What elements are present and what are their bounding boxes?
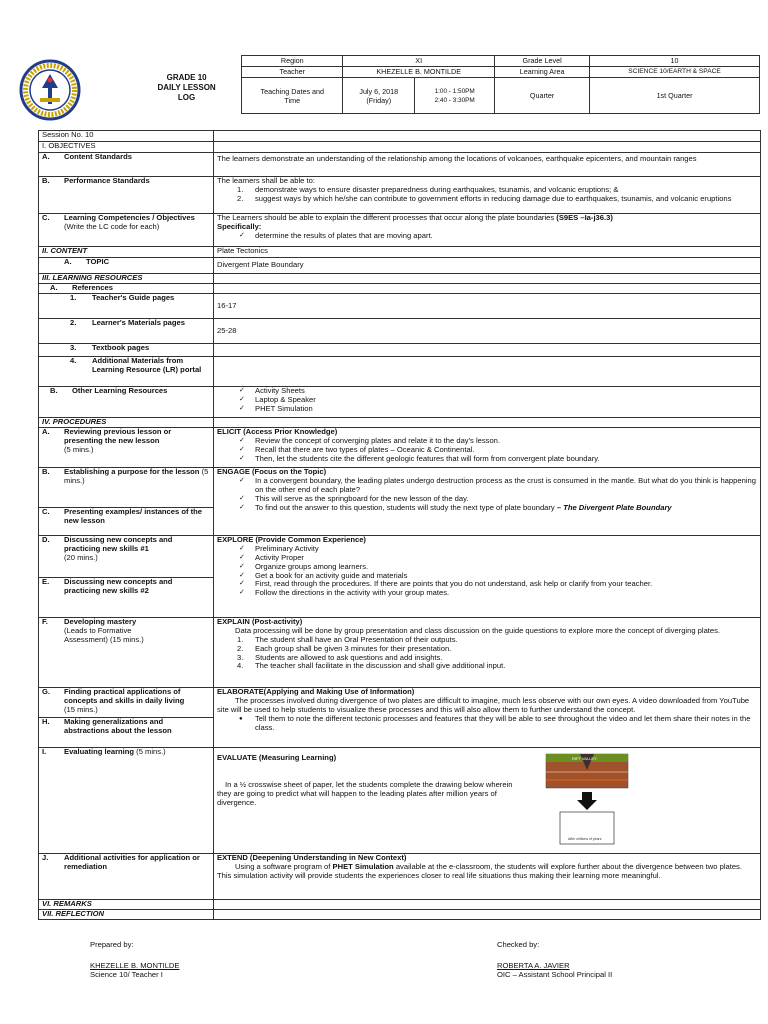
prepared-by-label: Prepared by: xyxy=(90,940,134,949)
learners-materials-num: 2. xyxy=(70,318,77,327)
quarter-value: 1st Quarter xyxy=(590,78,760,114)
lr-portal-num: 4. xyxy=(70,356,77,365)
performance-standards-num: B. xyxy=(42,176,50,185)
prepared-by-title: Science 10/ Teacher I xyxy=(90,970,163,979)
objectives-heading: I. OBJECTIVES xyxy=(39,142,214,153)
elicit-title: ELICIT (Access Prior Knowledge) xyxy=(217,427,338,436)
competencies-item-1: ✓ determine the results of plates that are moving apart. xyxy=(217,232,757,241)
topic-label: TOPIC xyxy=(86,257,110,266)
date-value: July 6, 2018 xyxy=(359,86,399,96)
dates-label: Teaching Dates and xyxy=(260,86,325,96)
mastery-sub-1: (Leads to Formative xyxy=(64,625,132,635)
content-standards-text: The learners demonstrate an understanding of the relationship among the locations of volcanoes, earthquake epicenters, and mountain ranges xyxy=(214,153,761,177)
teacher-value: KHEZELLE B. MONTILDE xyxy=(343,67,495,78)
region-value: XI xyxy=(343,56,495,67)
competencies-label: Learning Competencies / Objectives xyxy=(64,213,195,222)
competencies-specifically: Specifically: xyxy=(217,221,262,231)
dates-label-2: Time xyxy=(284,95,301,105)
reflection-heading: VII. REFLECTION xyxy=(39,909,214,919)
extend-title: EXTEND (Deepening Understanding in New Context) xyxy=(217,853,407,862)
diagram-box-caption: After millions of years xyxy=(568,836,602,841)
discussing-2-label: Discussing new concepts and practicing new skills #2 xyxy=(64,577,173,595)
explore-item-1: ✓ Preliminary Activity xyxy=(217,545,757,554)
explore-title: EXPLORE (Provide Common Experience) xyxy=(217,535,366,544)
explain-item-4: The teacher shall facilitate in the discussion and shall give additional input. xyxy=(255,661,506,671)
explore-item-4: ✓ Get a book for an activity guide and materials xyxy=(217,572,757,581)
elaborate-text: The processes involved during divergence of two plates are difficult to imagine, much less observe with our own eyes. A video downloaded from YouTube site will be used to help students to visualize these processes and this will also allow them to further understand the concept. xyxy=(217,695,750,714)
learners-materials-pages: 25-28 xyxy=(214,319,761,344)
teachers-guide-pages: 16-17 xyxy=(214,294,761,319)
procedures-heading: IV. PROCEDURES xyxy=(39,418,214,428)
presenting-label: Presenting examples/ instances of the new lesson xyxy=(64,507,203,525)
grade-title: GRADE 10 xyxy=(166,72,207,82)
content-standards-label: Content Standards xyxy=(64,152,132,161)
competencies-num: C. xyxy=(42,213,50,222)
evaluate-title: EVALUATE (Measuring Learning) xyxy=(217,752,337,762)
purpose-time: (5 mins.) xyxy=(64,467,209,485)
practical-time: (15 mins.) xyxy=(64,704,98,714)
topic-num: A. xyxy=(64,257,72,266)
extend-text-b: PHET Simulation xyxy=(332,861,394,871)
generalizations-num: H. xyxy=(42,717,50,726)
engage-item-3-emphasis: – The Divergent Plate Boundary xyxy=(556,502,672,512)
elicit-item-2: ✓ Recall that there are two types of plates – Oceanic & Continental. xyxy=(217,446,757,455)
evaluate-text: In a ½ crosswise sheet of paper, let the students complete the drawing below wherein they are going to predict what will happen to the leading plates after million years of divergence. xyxy=(217,779,513,807)
purpose-num: B. xyxy=(42,467,50,476)
rift-valley-diagram xyxy=(542,752,632,848)
teachers-guide-label: Teacher's Guide pages xyxy=(92,293,175,302)
header-table xyxy=(14,55,760,114)
performance-standards-label: Performance Standards xyxy=(64,176,150,185)
evaluating-label: Evaluating learning xyxy=(64,747,135,756)
content-heading: II. CONTENT xyxy=(39,247,214,258)
content-value: Plate Tectonics xyxy=(214,247,761,258)
learning-area-value: SCIENCE 10/EARTH & SPACE xyxy=(590,67,760,78)
teachers-guide-num: 1. xyxy=(70,293,77,302)
region-label: Region xyxy=(242,56,343,67)
remarks-heading: VI. REMARKS xyxy=(39,899,214,909)
checked-by-name: ROBERTA A. JAVIER xyxy=(497,961,570,970)
resources-heading: III. LEARNING RESOURCES xyxy=(39,274,214,284)
practical-label: Finding practical applications of concepts and skills in daily living xyxy=(64,687,185,705)
other-resource-3: ✓ PHET Simulation xyxy=(217,405,757,414)
date-day: (Friday) xyxy=(366,95,392,105)
discussing-1-time: (20 mins.) xyxy=(64,552,98,562)
session-label: Session No. 10 xyxy=(39,131,214,142)
topic-value: Divergent Plate Boundary xyxy=(214,258,761,274)
explain-item-3: Students are allowed to ask questions and add insights. xyxy=(255,652,443,662)
references-num: A. xyxy=(50,283,58,292)
explain-item-1: The student shall have an Oral Presentation of their outputs. xyxy=(255,634,458,644)
prepared-by-name: KHEZELLE B. MONTILDE xyxy=(90,961,180,970)
mastery-num: F. xyxy=(42,617,48,626)
discussing-1-num: D. xyxy=(42,535,50,544)
performance-item-1-num: 1. xyxy=(237,184,244,194)
engage-title: ENGAGE (Focus on the Topic) xyxy=(217,467,327,476)
textbook-label: Textbook pages xyxy=(92,343,150,352)
lr-portal-label: Additional Materials from Learning Resource (LR) portal xyxy=(92,356,202,374)
generalizations-label: Making generalizations and abstractions about the lesson xyxy=(64,717,172,735)
engage-item-1: ✓ In a convergent boundary, the leading plates undergo destruction process as the crust is consumed in the mantle. But what do you think is happening on the other end of each plate? xyxy=(217,477,757,495)
explain-item-2: Each group shall be given 3 minutes for their presentation. xyxy=(255,643,452,653)
explore-item-5: ✓ First, read through the procedures. If there are points that you do not understand, ask help or clarify from your teacher. xyxy=(217,580,757,589)
references-label: References xyxy=(72,283,113,292)
other-resources-label: Other Learning Resources xyxy=(72,386,168,395)
reviewing-label: Reviewing previous lesson or presenting the new lesson xyxy=(64,427,172,445)
checked-by-label: Checked by: xyxy=(497,940,540,949)
engage-item-2: ✓ This will serve as the springboard for the new lesson of the day. xyxy=(217,495,757,504)
elicit-item-3: ✓ Then, let the students cite the different geologic features that will form from convergent plate boundary. xyxy=(217,455,757,464)
performance-item-2-num: 2. xyxy=(237,193,244,203)
practical-num: G. xyxy=(42,687,51,696)
time-slot-1: 1:00 - 1:50PM xyxy=(434,87,475,95)
performance-item-2: suggest ways by which he/she can contribute to government efforts in reducing damage due to earthquakes, tsunamis, and volcanic eruptions xyxy=(255,193,732,203)
elaborate-item-1: ● Tell them to note the different tectonic processes and features that they will be able to see throughout the video and let them share their notes in the class. xyxy=(217,715,757,733)
grade-level-label: Grade Level xyxy=(495,56,590,67)
competencies-sub: (Write the LC code for each) xyxy=(64,221,160,231)
explore-item-2: ✓ Activity Proper xyxy=(217,554,757,563)
additional-num: J. xyxy=(42,853,49,862)
content-standards-num: A. xyxy=(42,152,50,161)
discussing-1-label: Discussing new concepts and practicing new skills #1 xyxy=(64,535,173,553)
other-resource-1: ✓ Activity Sheets xyxy=(217,387,757,396)
explore-item-3: ✓ Organize groups among learners. xyxy=(217,563,757,572)
learning-area-label: Learning Area xyxy=(495,67,590,78)
additional-label: Additional activities for application or remediation xyxy=(64,853,200,871)
dll-title-2: LOG xyxy=(177,92,196,102)
dll-title: DAILY LESSON xyxy=(157,82,216,92)
performance-intro: The learners shall be able to: xyxy=(217,176,315,185)
lesson-plan-table: Session No. 10 I. OBJECTIVES A. Content Standards The learners demonstrate an understanding of the relationship among the locations of volcanoes, earthquake epicenters, and mountain ranges B. Performance Standards The learners shall be able to: 1. demonstrate ways to ensure disaster preparedness during earthquakes, tsunamis, and volcanic eruptions; & 2. suggest ways by which he/she can contribute to government efforts in reducing damage due to earthquakes, tsunamis, and volcanic eruptions C. Learning Competencies / Objectives (Write the LC code for each) The Learners should be able to explain the different processes that occur along the plate boundaries (S9ES –Ia-j36.3) Specifically: ✓ determine the results of plates that are moving apart. II. CONTENT Plate Tectonics A. TOPIC Divergent Plate Boundary III. LEARNING RESOURCES A. References 1. Teacher's Guide pages 16-17 2. Learner's Materials pages 25-28 3. Textbook pages 4. Additional Materials from Learning Resource (LR) portal B. Other Learning Resources ✓ Activity Sheets ✓ Laptop & Speaker ✓ PHET Simulation IV. PROCEDURES A. Reviewing previous lesson or presenting the new lesson (5 mins.) ELICIT (Access Prior Knowledge) ✓ Review the concept of converging plates and relate it to the day's lesson. ✓ Recall that there are two types of plates – Oceanic & Continental. ✓ Then, let the students cite the different geologic features that will form from convergent plate boundary. B. Establishing a purpose for the lesson (5 mins.) ENGAGE (Focus on the Topic) ✓ In a convergent boundary, the leading plates undergo destruction process as the crust is consumed in the mantle. But what do you think is happening on the other end of each plate? ✓ This will serve as the springboard for the new lesson of the day. ✓ To find out the answer to this question, students will study the next type of plate boundary – The Divergent Plate Boundary C. Presenting examples/ instances of the new lesson D. Discussing new concepts and practicing new skills #1 (20 mins.) EXPLORE (Provide Common Experience) ✓ Preliminary Activity ✓ Activity Proper ✓ Organize groups among learners. ✓ Get a book for an activity guide and materials ✓ First, read through the procedures. If there are points that you do not understand, ask help or clarify from your teacher. ✓ Follow the directions in the activity with your group mates. E. Discussing new concepts and practicing new skills #2 F. Developing mastery (Leads to Formative Assessment) (15 mins.) EXPLAIN (Post-activity) Data processing will be done by group presentation and class discussion on the guide questions to explore more the concept of diverging plates. 1. The student shall have an Oral Presentation of their outputs. 2. Each group shall be given 3 minutes for their presentation. 3. Students are allowed to ask questions and add insights. 4. The teacher shall facilitate in the discussion and shall give additional input. G. Finding practical applications of concepts and skills in daily living (15 mins.) ELABORATE(Applying and Making Use of Information) The processes involved during divergence of two plates are difficult to imagine, much less observe with our own eyes. A video downloaded from YouTube site will be used to help students to visualize these processes and this will also allow them to further understand the concept. ● Tell them to note the different tectonic processes and features that they will be able to see throughout the video and let them share their notes in the class. H. Making generalizations and abstractions about the lesson I. Evaluating learning (5 mins.) EVALUATE (Measuring Learning) In a ½ crosswise sheet of paper, let the students complete the drawing below wherein they are going to predict what will happen to the leading plates after million years of divergence. RIFT VALLEY After millions of years J. Additional activities for application or remediation EXTEND (Deepening Understanding in New Context) Using a software program of PHET Simulation available at the e-classroom, the students will explore further about the divergence between two plates. This simulation activity will provide students the experiences closer to real life situations thus making their learning more meaningful. VI. REMARKS VII. REFLECTION xyxy=(38,130,761,920)
teacher-label: Teacher xyxy=(242,67,343,78)
extend-text-a: Using a software program of xyxy=(235,861,331,871)
extend-text-c: available at the e-classroom, the students will explore further about the divergence between two plates. This simulation activity will provide students the experiences closer to real life situations thus making their learning more meaningful. xyxy=(217,861,742,880)
competencies-text: The Learners should be able to explain the different processes that occur along the plate boundaries xyxy=(217,213,555,222)
other-resource-2: ✓ Laptop & Speaker xyxy=(217,396,757,405)
competencies-code: (S9ES –Ia-j36.3) xyxy=(556,213,613,222)
explore-item-6: ✓ Follow the directions in the activity with your group mates. xyxy=(217,589,757,598)
elaborate-title: ELABORATE(Applying and Making Use of Information) xyxy=(217,687,415,696)
rift-valley-label: RIFT VALLEY xyxy=(572,755,597,761)
explain-text: Data processing will be done by group presentation and class discussion on the guide questions to explore more the concept of diverging plates. xyxy=(235,625,721,635)
learners-materials-label: Learner's Materials pages xyxy=(92,318,185,327)
quarter-label: Quarter xyxy=(495,78,590,114)
textbook-num: 3. xyxy=(70,343,77,352)
reviewing-num: A. xyxy=(42,427,50,436)
other-resources-num: B. xyxy=(50,386,58,395)
performance-item-1: demonstrate ways to ensure disaster preparedness during earthquakes, tsunamis, and volcanic eruptions; & xyxy=(255,184,619,194)
explain-title: EXPLAIN (Post-activity) xyxy=(217,617,303,626)
mastery-label: Developing mastery xyxy=(64,617,137,626)
elicit-item-1: ✓ Review the concept of converging plates and relate it to the day's lesson. xyxy=(217,437,757,446)
time-slot-2: 2:40 - 3:30PM xyxy=(434,96,475,104)
checked-by-title: OIC – Assistant School Principal II xyxy=(497,970,613,979)
engage-item-3: To find out the answer to this question, students will study the next type of plate boundary xyxy=(255,502,555,512)
discussing-2-num: E. xyxy=(42,577,50,586)
presenting-num: C. xyxy=(42,507,50,516)
purpose-label: Establishing a purpose for the lesson xyxy=(64,467,200,476)
mastery-sub-2: Assessment) (15 mins.) xyxy=(64,634,144,644)
reviewing-time: (5 mins.) xyxy=(64,444,94,454)
evaluating-time: (5 mins.) xyxy=(136,747,166,756)
grade-level-value: 10 xyxy=(590,56,760,67)
evaluating-num: I. xyxy=(42,747,47,756)
